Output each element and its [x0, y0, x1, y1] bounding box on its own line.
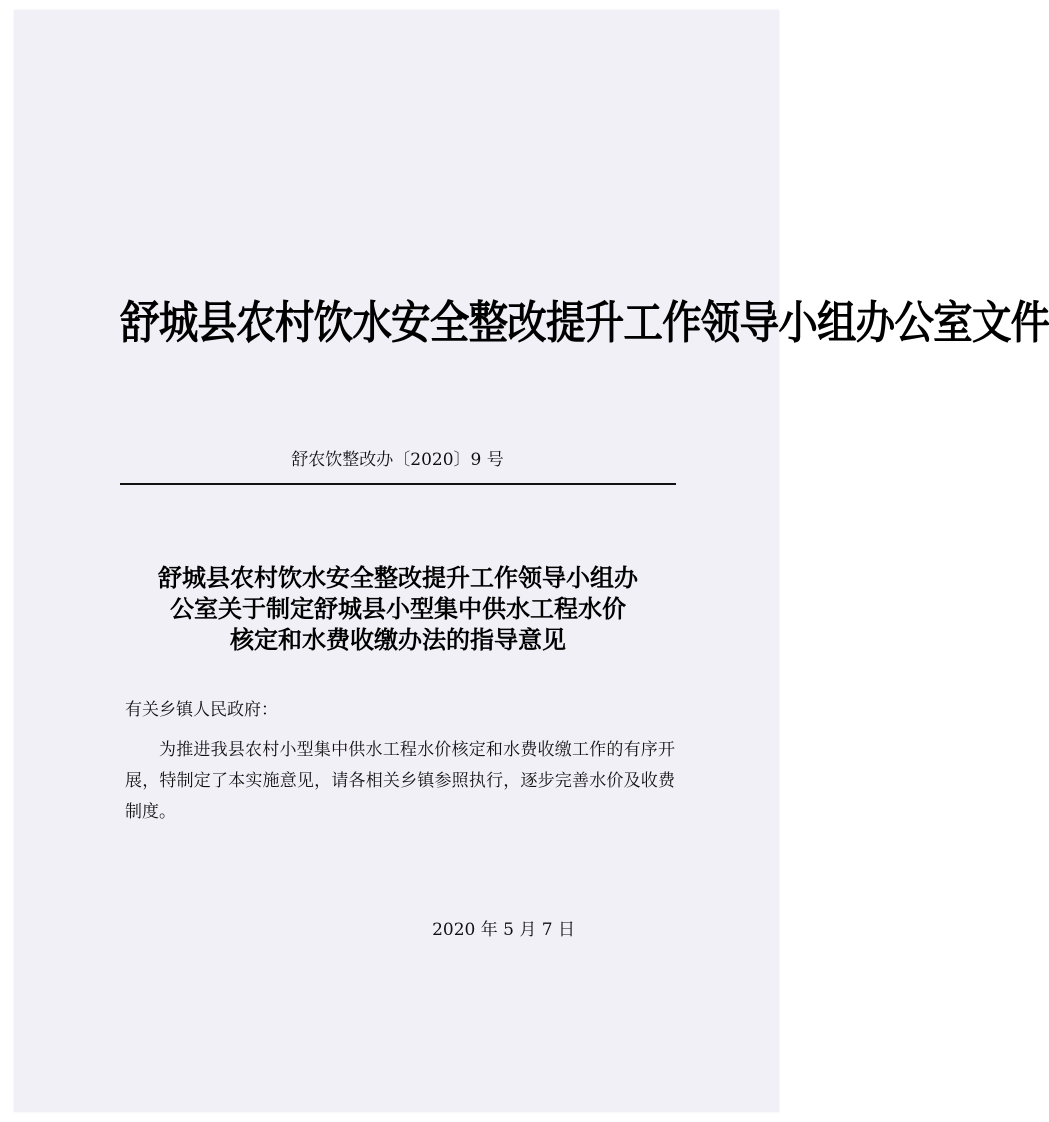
document-title — [120, 563, 676, 656]
issue-date: 2020 年 5 月 7 日 — [432, 920, 575, 940]
issuer-title: 舒城县农村饮水安全整改提升工作领导小组办公室文件 — [120, 296, 1049, 349]
title-line-3: 核定和水费收缴办法的指导意见 — [230, 626, 566, 654]
document-page — [14, 10, 1049, 1112]
header-divider — [120, 483, 676, 485]
title-line-2: 公室关于制定舒城县小型集中供水工程水价 — [170, 595, 626, 623]
title-line-1: 舒城县农村饮水安全整改提升工作领导小组办 — [158, 564, 638, 592]
addressee: 有关乡镇人民政府： — [125, 700, 278, 720]
document-number: 舒农饮整改办〔2020〕9 号 — [291, 450, 504, 470]
body-paragraph: 为推进我县农村小型集中供水工程水价核定和水费收缴工作的有序开展，特制定了本实施意见，请各相关乡镇参照执行，逐步完善水价及收费制度。 — [125, 740, 675, 822]
